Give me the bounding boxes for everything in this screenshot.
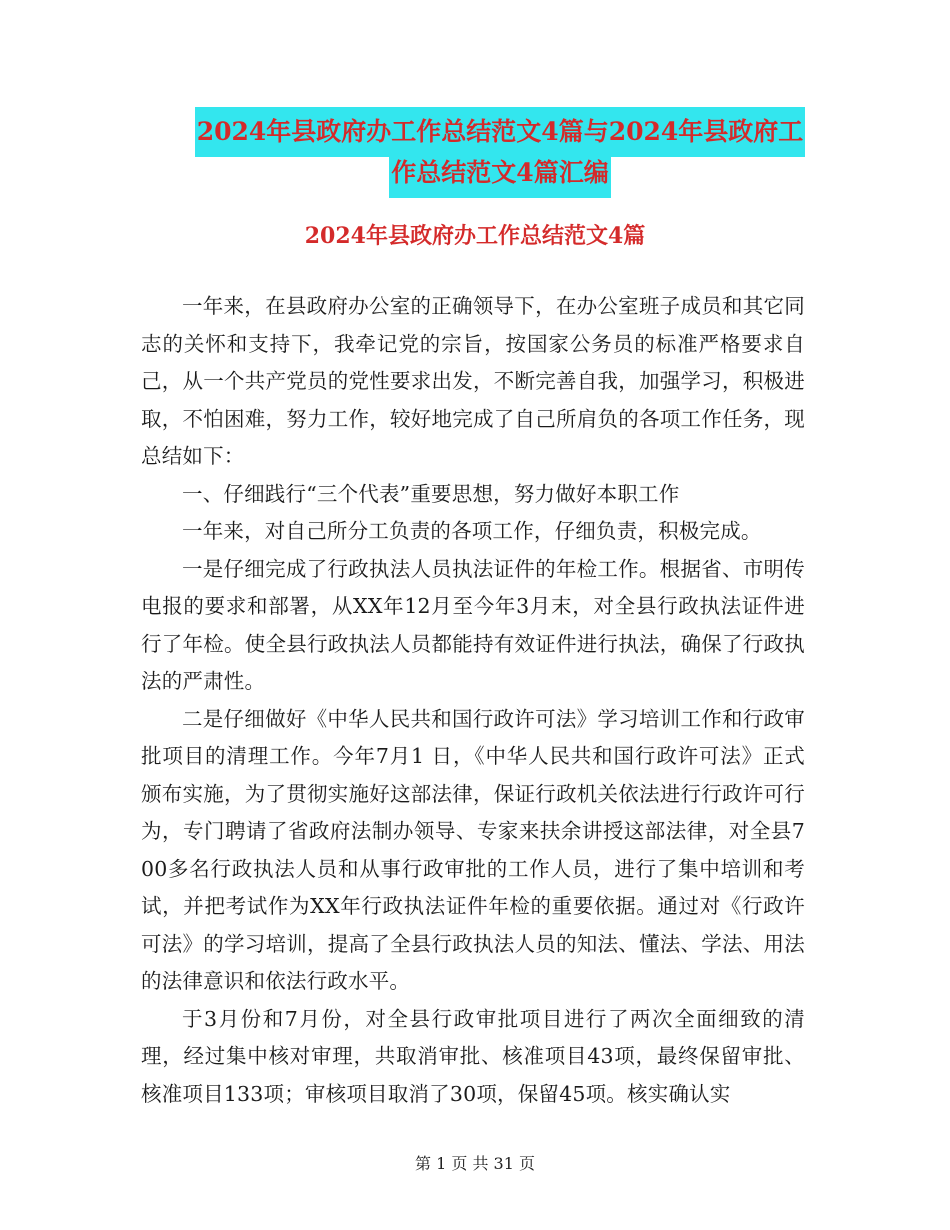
document-title-line-2 <box>130 148 870 198</box>
paragraph: 一年来，对自己所分工负责的各项工作，仔细负责，积极完成。 <box>182 519 762 543</box>
paragraph: 一是仔细完成了行政执法人员执法证件的年检工作。根据省、市明传电报的要求和部署，从XX年12月至今年3月末，对全县行政执法证件进行了年检。使全县行政执法人员都能持有效证件进行执法，确保了行政执法的严肃性。 <box>141 556 805 693</box>
section-title: 2024年县政府办工作总结范文4篇 <box>304 223 646 249</box>
paragraph: 一、仔细践行“三个代表”重要思想，努力做好本职工作 <box>182 481 680 506</box>
title-highlight-1: 2024年县政府办工作总结范文4篇与2024年县政府工 <box>195 107 806 157</box>
paragraph: 二是仔细做好《中华人民共和国行政许可法》学习培训工作和行政审批项目的清理工作。今年7月1 日，《中华人民共和国行政许可法》正式颁布实施，为了贯彻实施好这部法律，保证行政机关依法进行行政许可行为，专门聘请了省政府法制办领导、专家来扶余讲授这部法律，对全县700多名行政执法人员和从事行政审批的工作人员，进行了集中培训和考试，并把考试作为XX年行政执法证件年检的重要依据。通过对《行政许可法》的学习培训，提高了全县行政执法人员的知法、懂法、学法、用法的法律意识和依法行政水平。 <box>141 706 805 993</box>
page-footer <box>0 1150 950 1178</box>
paragraph: 于3月份和7月份，对全县行政审批项目进行了两次全面细致的清理，经过集中核对审理，共取消审批、核准项目43项，最终保留审批、核准项目133项；审核项目取消了30项，保留45项。核实确认实 <box>141 1006 805 1106</box>
document-body <box>141 288 805 1113</box>
paragraph: 一年来，在县政府办公室的正确领导下，在办公室班子成员和其它同志的关怀和支持下，我牵记党的宗旨，按国家公务员的标准严格要求自己，从一个共产党员的党性要求出发，不断完善自我，加强学习，积极进取，不怕困难，努力工作，较好地完成了自己所肩负的各项工作任务，现总结如下： <box>141 294 805 468</box>
page-number: 第 1 页 共 31 页 <box>415 1154 535 1173</box>
title-highlight-2: 作总结范文4篇汇编 <box>389 148 610 198</box>
